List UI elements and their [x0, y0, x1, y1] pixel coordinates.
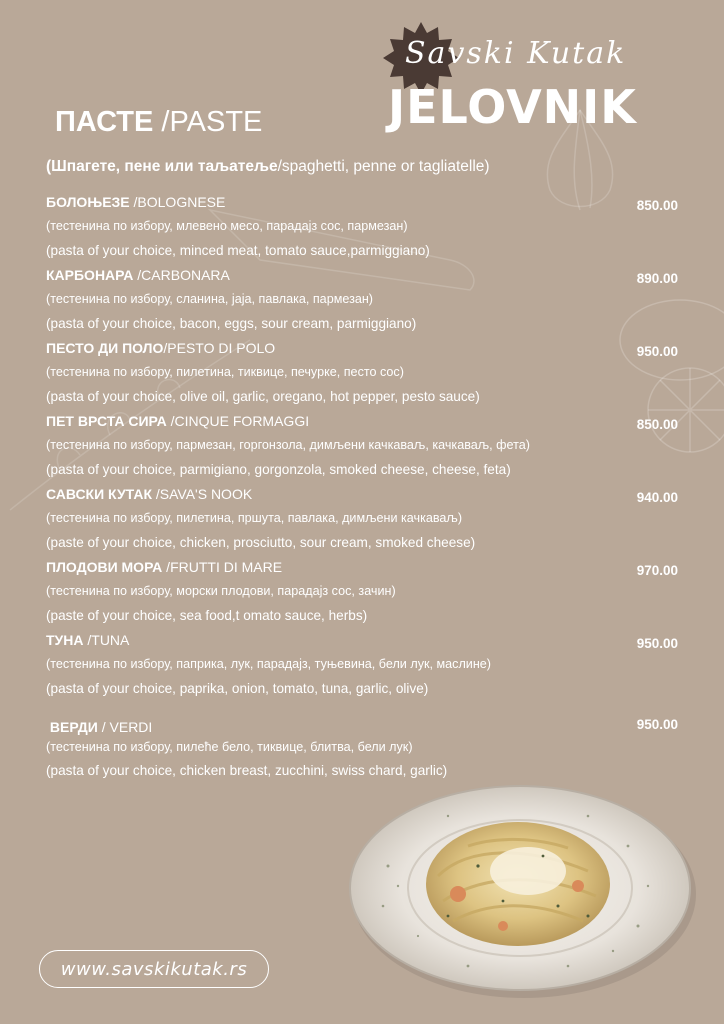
item-name: [46, 411, 686, 435]
item-description-english: (pasta of your choice, minced meat, tomato sauce,parmiggiano): [46, 243, 430, 258]
item-description-serbian: (тестенина по избору, сланина, јаја, павлака, пармезан): [46, 292, 374, 306]
item-price: 940.00: [636, 490, 678, 505]
item-name-latin: / VERDI: [97, 719, 153, 735]
item-name-latin: /SAVA'S NOOK: [151, 486, 253, 502]
item-description-english: (paste of your choice, sea food,t omato sauce, herbs): [46, 608, 368, 623]
item-description-serbian: (тестенина по избору, пилеће бело, тиквице, блитва, бели лук): [46, 740, 413, 754]
section-subtitle-latin: /spaghetti, penne or tagliatelle): [277, 158, 490, 175]
item-price: 850.00: [636, 417, 678, 432]
item-name-cyrillic: БОЛОЊЕЗЕ: [46, 194, 130, 210]
item-name-latin: /BOLOGNESE: [133, 194, 226, 210]
item-description-serbian: (тестенина по избору, пармезан, горгонзола, димљени качкаваљ, качкаваљ, фета): [46, 438, 530, 452]
menu-item: [46, 484, 686, 557]
item-description-english: (pasta of your choice, paprika, onion, tomato, tuna, garlic, olive): [46, 681, 429, 696]
item-name-cyrillic: ТУНА: [46, 632, 84, 648]
item-price: 890.00: [636, 271, 678, 286]
item-name: [46, 557, 686, 581]
menu-item: [46, 265, 686, 338]
item-name-latin: /PESTO DI POLO: [163, 340, 276, 356]
item-price: 950.00: [636, 344, 678, 359]
section-subtitle-cyrillic: (Шпагете, пене или таљатеље: [46, 158, 278, 175]
item-name-latin: /TUNA: [83, 632, 130, 648]
item-name-cyrillic: САВСКИ КУТАК: [46, 486, 152, 502]
item-price: 850.00: [636, 198, 678, 213]
item-description-serbian: (тестенина по избору, морски плодови, парадајз сос, зачин): [46, 584, 396, 598]
brand-script-logo: Savski Kutak: [405, 36, 627, 71]
item-name: [46, 630, 686, 654]
item-name: [46, 265, 686, 289]
item-price: 970.00: [636, 563, 678, 578]
item-price: 950.00: [636, 717, 678, 732]
section-title-latin: /PASTE: [161, 106, 263, 138]
item-description-serbian: (тестенина по избору, пилетина, тиквице, печурке, песто сос): [46, 365, 404, 379]
item-name-cyrillic: ВЕРДИ: [49, 719, 98, 735]
item-name: [46, 484, 686, 508]
menu-item: [46, 411, 686, 484]
menu-item: [46, 192, 686, 265]
brand-title: JELOVNIK: [388, 80, 637, 134]
menu-item: [46, 557, 686, 630]
menu-item: [46, 717, 686, 785]
item-description-serbian: (тестенина по избору, млевено месо, парадајз сос, пармезан): [46, 219, 408, 233]
item-description-english: (pasta of your choice, chicken breast, zucchini, swiss chard, garlic): [46, 763, 448, 778]
item-price: 950.00: [636, 636, 678, 651]
item-name-cyrillic: ПЕСТО ДИ ПОЛО: [46, 340, 164, 356]
item-name-latin: /FRUTTI DI MARE: [162, 559, 283, 575]
item-name: [46, 192, 686, 216]
item-name-latin: /CARBONARA: [137, 267, 230, 283]
item-description-serbian: (тестенина по избору, пилетина, пршута, павлака, димљени качкаваљ): [46, 511, 463, 525]
section-title: [55, 106, 262, 139]
section-title-cyrillic: ПАСТЕ: [55, 106, 154, 138]
item-name-cyrillic: КАРБОНАРА: [46, 267, 134, 283]
item-name-cyrillic: ПЛОДОВИ МОРА: [46, 559, 163, 575]
item-description-serbian: (тестенина по избору, паприка, лук, парадајз, туњевина, бели лук, маслине): [46, 657, 491, 671]
item-description-english: (pasta of your choice, olive oil, garlic, oregano, hot pepper, pesto sauce): [46, 389, 480, 404]
menu-item: [46, 338, 686, 411]
menu-item: [46, 630, 686, 703]
item-description-english: (pasta of your choice, parmigiano, gorgonzola, smoked cheese, cheese, feta): [46, 462, 511, 477]
menu-items-list: [46, 192, 686, 785]
item-name-latin: /CINQUE FORMAGGI: [166, 413, 310, 429]
item-name: [46, 717, 686, 737]
section-subtitle: [46, 158, 490, 176]
item-name: [46, 338, 686, 362]
item-description-english: (paste of your choice, chicken, prosciutto, sour cream, smoked cheese): [46, 535, 476, 550]
website-link[interactable]: www.savskikutak.rs: [39, 950, 269, 988]
pasta-plate-image: [328, 776, 700, 1008]
item-name-cyrillic: ПЕТ ВРСТА СИРА: [46, 413, 167, 429]
item-description-english: (pasta of your choice, bacon, eggs, sour cream, parmiggiano): [46, 316, 417, 331]
